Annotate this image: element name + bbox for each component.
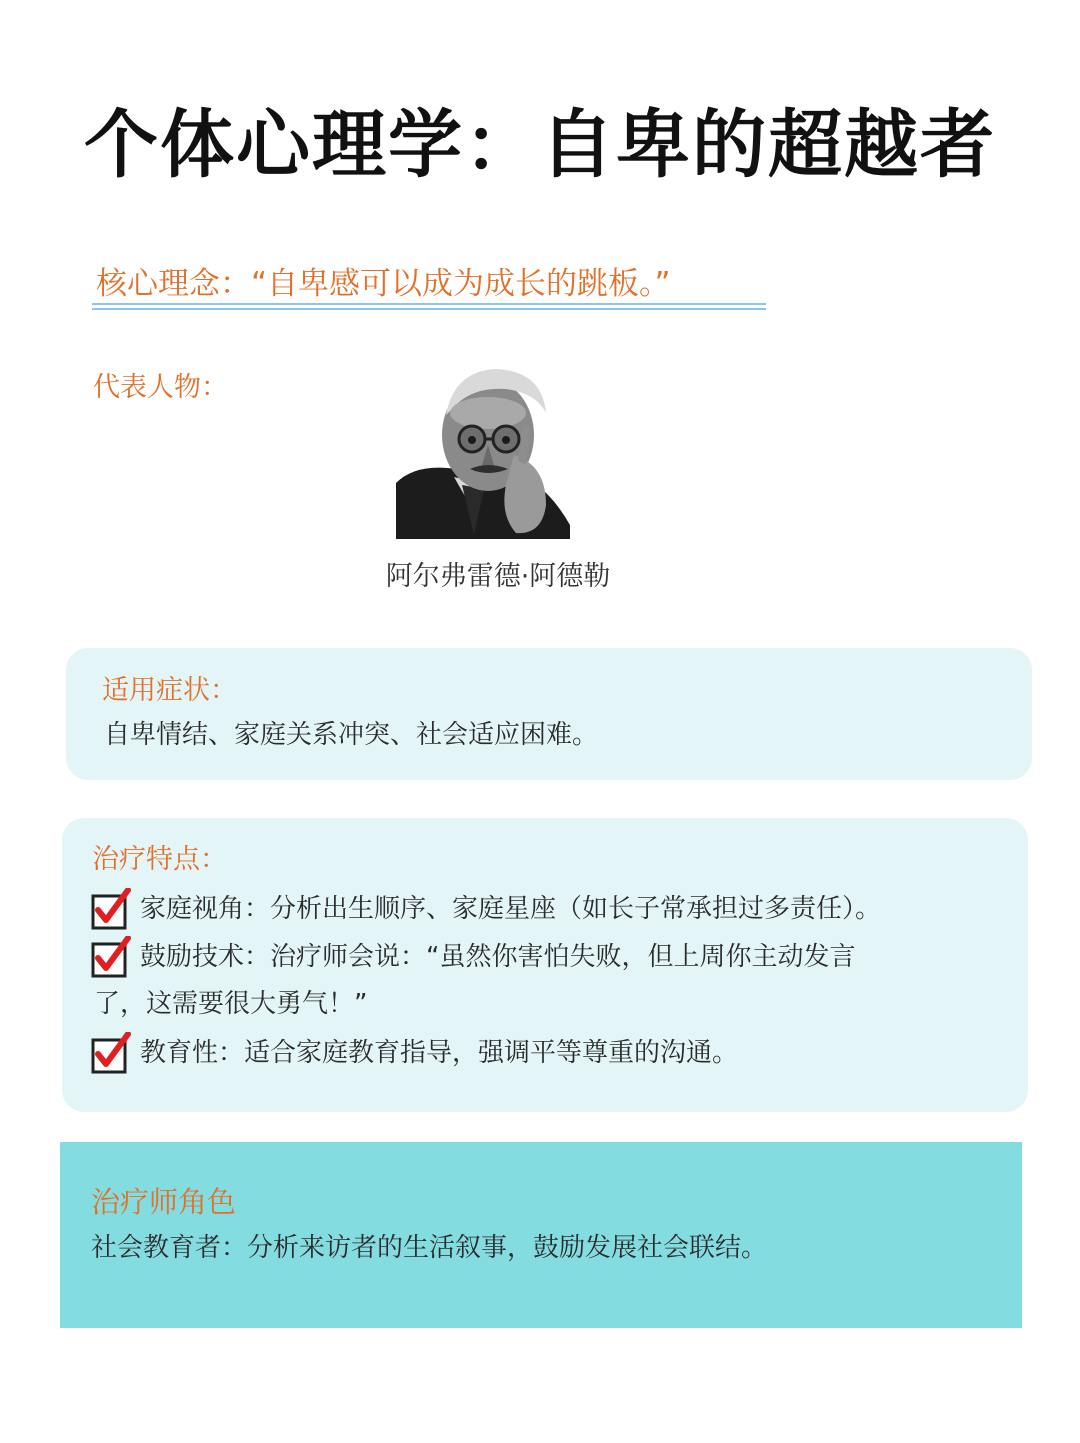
portrait-image <box>396 365 570 539</box>
symptoms-text: 自卑情结、家庭关系冲突、社会适应困难。 <box>104 720 599 750</box>
feature-item-education: 教育性：适合家庭教育指导，强调平等尊重的沟通。 <box>140 1038 739 1068</box>
representative-label: 代表人物： <box>93 372 228 403</box>
checkbox-checked-icon <box>91 888 131 930</box>
page-title: 个体心理学：自卑的超越者 <box>84 102 996 188</box>
feature-item-encouragement-cont: 了，这需要很大勇气！” <box>94 989 368 1019</box>
core-underline-bottom <box>92 308 766 310</box>
symptoms-heading: 适用症状： <box>102 675 237 706</box>
checkbox-checked-icon <box>91 936 131 978</box>
core-underline-top <box>92 303 766 305</box>
person-name: 阿尔弗雷德·阿德勒 <box>385 561 611 592</box>
role-heading: 治疗师角色 <box>91 1185 237 1219</box>
feature-item-family: 家庭视角：分析出生顺序、家庭星座（如长子常承担过多责任）。 <box>140 894 882 924</box>
checkbox-checked-icon <box>91 1032 131 1074</box>
role-text: 社会教育者：分析来访者的生活叙事，鼓励发展社会联结。 <box>91 1233 768 1263</box>
features-heading: 治疗特点： <box>92 844 227 875</box>
symptoms-card <box>66 648 1032 780</box>
feature-item-encouragement: 鼓励技术：治疗师会说：“虽然你害怕失败，但上周你主动发言 <box>140 942 856 972</box>
core-concept: 核心理念：“自卑感可以成为成长的跳板。” <box>96 266 671 302</box>
